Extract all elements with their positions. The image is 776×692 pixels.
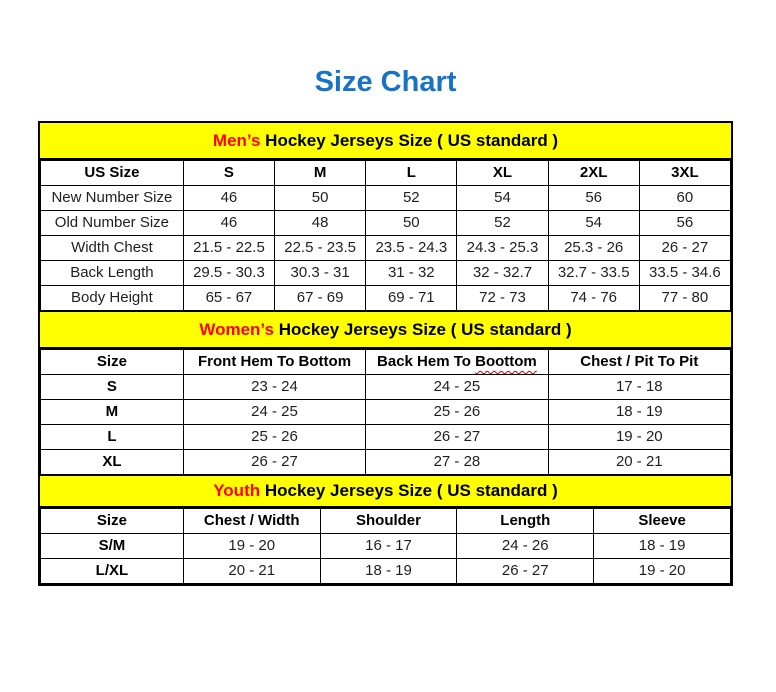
row-label: Back Length: [41, 261, 184, 286]
value-cell: 50: [275, 186, 366, 211]
section-womens: [40, 311, 731, 475]
row-label: L: [41, 425, 184, 450]
column-header: Chest / Pit To Pit: [548, 350, 730, 375]
value-cell: 20 - 21: [548, 450, 730, 475]
column-header: Shoulder: [320, 509, 457, 534]
value-cell: 32 - 32.7: [457, 261, 548, 286]
value-cell: 31 - 32: [366, 261, 457, 286]
value-cell: 25 - 26: [366, 400, 548, 425]
value-cell: 33.5 - 34.6: [639, 261, 730, 286]
value-cell: 18 - 19: [594, 534, 731, 559]
value-cell: 18 - 19: [320, 559, 457, 584]
value-cell: 18 - 19: [548, 400, 730, 425]
table-row: [41, 400, 731, 425]
section-youth: [40, 475, 731, 584]
column-header: 2XL: [548, 161, 639, 186]
value-cell: 65 - 67: [183, 286, 274, 311]
value-cell: 19 - 20: [548, 425, 730, 450]
table-row: [41, 261, 731, 286]
value-cell: 29.5 - 30.3: [183, 261, 274, 286]
section-header-mens: [40, 123, 731, 160]
value-cell: 56: [639, 211, 730, 236]
table-row: [41, 425, 731, 450]
column-header: Front Hem To Bottom: [183, 350, 365, 375]
value-cell: 17 - 18: [548, 375, 730, 400]
section-mens: [40, 123, 731, 311]
page-title: Size Chart: [314, 66, 457, 98]
row-label: New Number Size: [41, 186, 184, 211]
table-row: [41, 286, 731, 311]
value-cell: 22.5 - 23.5: [275, 236, 366, 261]
row-label: M: [41, 400, 184, 425]
column-header: Size: [41, 509, 184, 534]
row-label: S: [41, 375, 184, 400]
column-header: Sleeve: [594, 509, 731, 534]
value-cell: 19 - 20: [183, 534, 320, 559]
section-header-highlight: Men’s: [212, 131, 261, 150]
value-cell: 26 - 27: [183, 450, 365, 475]
value-cell: 54: [457, 186, 548, 211]
table-row: [41, 450, 731, 475]
size-chart: [38, 121, 733, 586]
column-header: 3XL: [639, 161, 730, 186]
value-cell: 21.5 - 22.5: [183, 236, 274, 261]
value-cell: 26 - 27: [457, 559, 594, 584]
value-cell: 52: [366, 186, 457, 211]
section-header-rest: Hockey Jerseys Size ( US standard ): [260, 481, 558, 500]
value-cell: 20 - 21: [183, 559, 320, 584]
table-row: [41, 236, 731, 261]
section-header-youth: [40, 475, 731, 508]
value-cell: 46: [183, 211, 274, 236]
column-header: Chest / Width: [183, 509, 320, 534]
section-header-womens: [40, 311, 731, 349]
value-cell: 46: [183, 186, 274, 211]
value-cell: 24 - 26: [457, 534, 594, 559]
mens-size-table: [40, 160, 731, 311]
value-cell: 52: [457, 211, 548, 236]
value-cell: 26 - 27: [366, 425, 548, 450]
row-label: Body Height: [41, 286, 184, 311]
value-cell: 56: [548, 186, 639, 211]
section-header-highlight: Women’s: [199, 320, 274, 339]
column-header: [366, 350, 548, 375]
table-row: [41, 375, 731, 400]
value-cell: 32.7 - 33.5: [548, 261, 639, 286]
column-header: M: [275, 161, 366, 186]
value-cell: 48: [275, 211, 366, 236]
row-label: Old Number Size: [41, 211, 184, 236]
value-cell: 24.3 - 25.3: [457, 236, 548, 261]
table-row: [41, 534, 731, 559]
column-header: S: [183, 161, 274, 186]
value-cell: 50: [366, 211, 457, 236]
misspelled-word: Boottom: [475, 353, 537, 370]
section-header-rest: Hockey Jerseys Size ( US standard ): [260, 131, 559, 150]
value-cell: 77 - 80: [639, 286, 730, 311]
value-cell: 23.5 - 24.3: [366, 236, 457, 261]
womens-size-table: [40, 349, 731, 475]
value-cell: 16 - 17: [320, 534, 457, 559]
column-header-row: [41, 161, 731, 186]
value-cell: 54: [548, 211, 639, 236]
value-cell: 19 - 20: [594, 559, 731, 584]
table-row: [41, 211, 731, 236]
column-header: US Size: [41, 161, 184, 186]
table-row: [41, 559, 731, 584]
row-label: XL: [41, 450, 184, 475]
value-cell: 27 - 28: [366, 450, 548, 475]
value-cell: 26 - 27: [639, 236, 730, 261]
column-header-row: [41, 350, 731, 375]
value-cell: 67 - 69: [275, 286, 366, 311]
section-header-rest: Hockey Jerseys Size ( US standard ): [273, 320, 572, 339]
value-cell: 69 - 71: [366, 286, 457, 311]
value-cell: 24 - 25: [366, 375, 548, 400]
row-label: S/M: [41, 534, 184, 559]
row-label: L/XL: [41, 559, 184, 584]
value-cell: 60: [639, 186, 730, 211]
column-header: Size: [41, 350, 184, 375]
column-header: L: [366, 161, 457, 186]
section-header-highlight: Youth: [213, 481, 261, 500]
row-label: Width Chest: [41, 236, 184, 261]
value-cell: 25.3 - 26: [548, 236, 639, 261]
column-header-row: [41, 509, 731, 534]
value-cell: 25 - 26: [183, 425, 365, 450]
value-cell: 24 - 25: [183, 400, 365, 425]
value-cell: 74 - 76: [548, 286, 639, 311]
youth-size-table: [40, 508, 731, 584]
value-cell: 23 - 24: [183, 375, 365, 400]
value-cell: 72 - 73: [457, 286, 548, 311]
value-cell: 30.3 - 31: [275, 261, 366, 286]
table-row: [41, 186, 731, 211]
column-header: XL: [457, 161, 548, 186]
column-header-text: Back Hem To: [377, 353, 476, 370]
column-header: Length: [457, 509, 594, 534]
